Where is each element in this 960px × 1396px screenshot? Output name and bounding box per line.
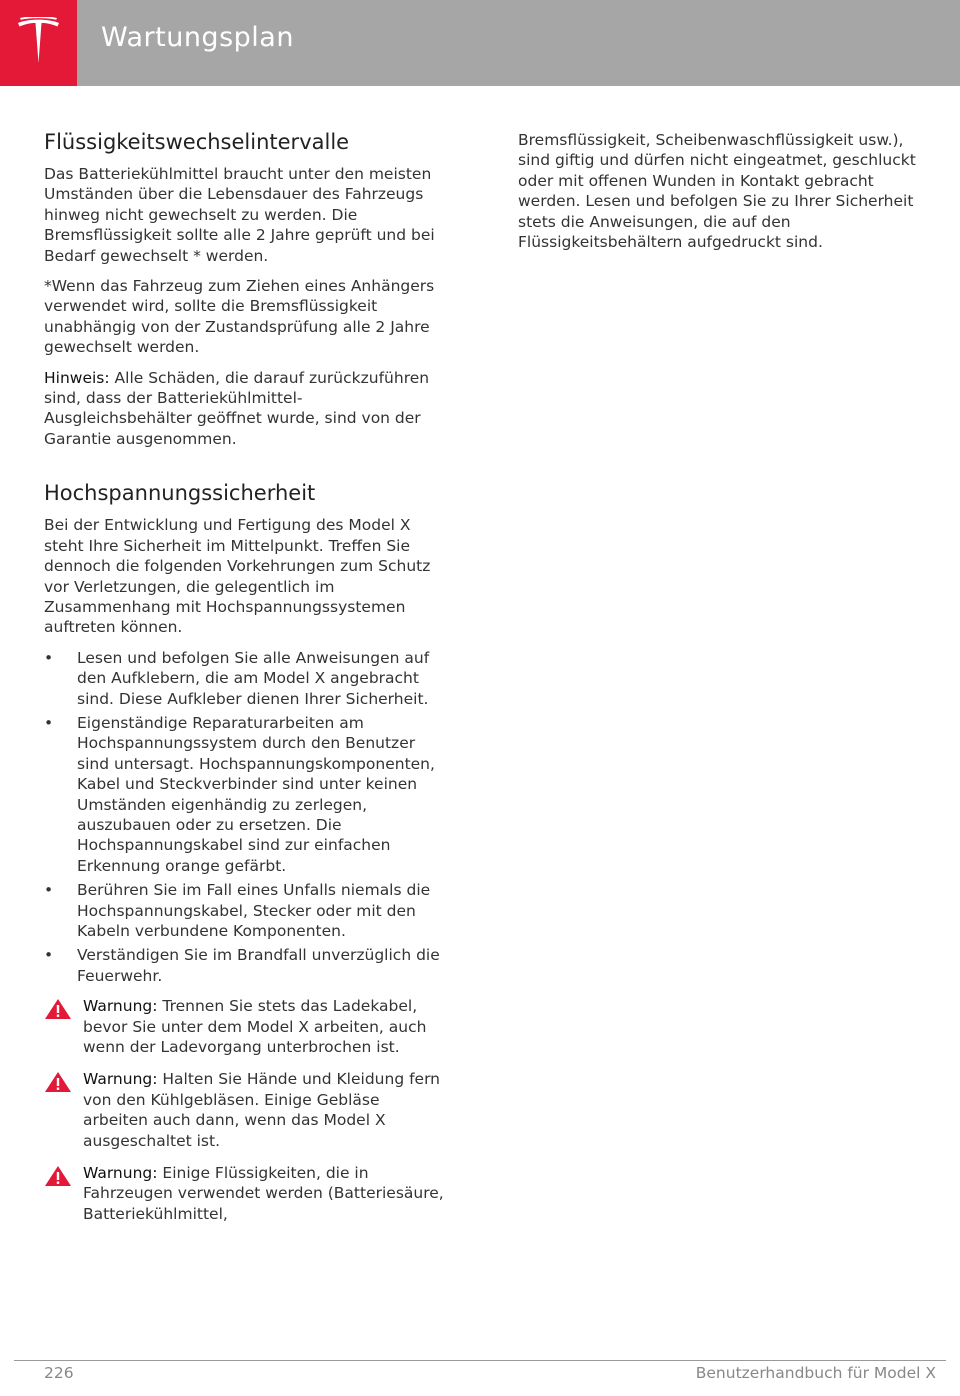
bullet-marker: • [44, 713, 54, 732]
warning-triangle-icon [44, 1165, 72, 1187]
warning-text: Einige Flüssigkeiten, die in Fahrzeugen verwendet werden (Batteriesäure, Batteriekühlmittel, [83, 1164, 444, 1223]
note-text: Alle Schäden, die darauf zurückzuführen sind, dass der Batteriekühlmittel-Ausgleichsbehälter geöffnet wurde, sind von der Garantie ausgenommen. [44, 368, 430, 448]
right-column [518, 130, 918, 262]
warning-label: Warnung: [83, 997, 158, 1016]
tesla-logo-icon [16, 17, 61, 67]
note-paragraph [44, 368, 444, 450]
list-item-text: Lesen und befolgen Sie alle Anweisungen auf den Aufklebern, die am Model X angebracht sind. Diese Aufkleber dienen Ihrer Sicherheit. [77, 648, 430, 708]
warning-block [44, 1069, 444, 1151]
bullet-marker: • [44, 881, 54, 900]
list-item-text: Verständigen Sie im Brandfall unverzüglich die Feuerwehr. [77, 946, 440, 985]
list-item [44, 713, 444, 876]
page-title: Wartungsplan [101, 22, 294, 53]
page-header [0, 0, 960, 86]
bullet-marker: • [44, 946, 54, 965]
warning-block [44, 1163, 444, 1224]
warning-label: Warnung: [83, 1070, 158, 1089]
warning-block [44, 996, 444, 1057]
warning-triangle-icon [44, 998, 72, 1020]
brand-logo-box [0, 0, 77, 86]
section-heading-high-voltage: Hochspannungssicherheit [44, 481, 316, 506]
warning-label: Warnung: [83, 1164, 158, 1183]
page-number: 226 [44, 1364, 74, 1382]
bullet-marker: • [44, 648, 54, 667]
list-item [44, 945, 444, 986]
warning-text: Halten Sie Hände und Kleidung fern von den Kühlgebläsen. Einige Gebläse arbeiten auch dann, wenn das Model X ausgeschaltet ist. [83, 1070, 441, 1150]
footer-divider [14, 1360, 946, 1361]
list-item [44, 880, 444, 941]
left-column [44, 128, 444, 1236]
paragraph-hv-intro: Bei der Entwicklung und Fertigung des Model X steht Ihre Sicherheit im Mittelpunkt. Treffen Sie dennoch die folgenden Vorkehrungen zum Schutz vor Verletzungen, die gelegentlich im Zusammenhang mit Hochspannungssystemen auftreten können. [44, 516, 431, 637]
warning-triangle-icon [44, 1071, 72, 1093]
list-item-text: Berühren Sie im Fall eines Unfalls niemals die Hochspannungskabel, Stecker oder mit den Kabeln verbundene Komponenten. [77, 881, 431, 940]
hv-bullet-list [44, 648, 444, 987]
note-label: Hinweis: [44, 368, 110, 387]
list-item [44, 648, 444, 709]
warning-continuation: Bremsflüssigkeit, Scheibenwaschflüssigkeit usw.), sind giftig und dürfen nicht eingeatmet, geschluckt oder mit offenen Wunden in Kontakt gebracht werden. Lesen und befolgen Sie zu Ihrer Sicherheit stets die Anweisungen, die auf den Flüssigkeitsbehältern aufgedruckt sind. [518, 131, 916, 252]
paragraph-coolant: Das Batteriekühlmittel braucht unter den meisten Umständen über die Lebensdauer des Fahrzeugs hinweg nicht gewechselt zu werden. Die Bremsflüssigkeit sollte alle 2 Jahre geprüft und bei Bedarf gewechselt * werden. [44, 165, 435, 265]
warning-text: Trennen Sie stets das Ladekabel, bevor Sie unter dem Model X arbeiten, auch wenn der Ladevorgang unterbrochen ist. [83, 997, 427, 1057]
manual-title: Benutzerhandbuch für Model X [695, 1364, 936, 1382]
paragraph-trailer: *Wenn das Fahrzeug zum Ziehen eines Anhängers verwendet wird, sollte die Bremsflüssigkeit unabhängig von der Zustandsprüfung alle 2 Jahre gewechselt werden. [44, 277, 435, 357]
list-item-text: Eigenständige Reparaturarbeiten am Hochspannungssystem durch den Benutzer sind untersagt. Hochspannungskomponenten, Kabel und Steckverbinder sind unter keinen Umständen eigenhändig zu zerlegen, auszubauen oder zu ersetzen. Die Hochspannungskabel sind zur einfachen Erkennung orange gefärbt. [77, 713, 435, 875]
section-heading-fluid-intervals: Flüssigkeitswechselintervalle [44, 130, 350, 154]
